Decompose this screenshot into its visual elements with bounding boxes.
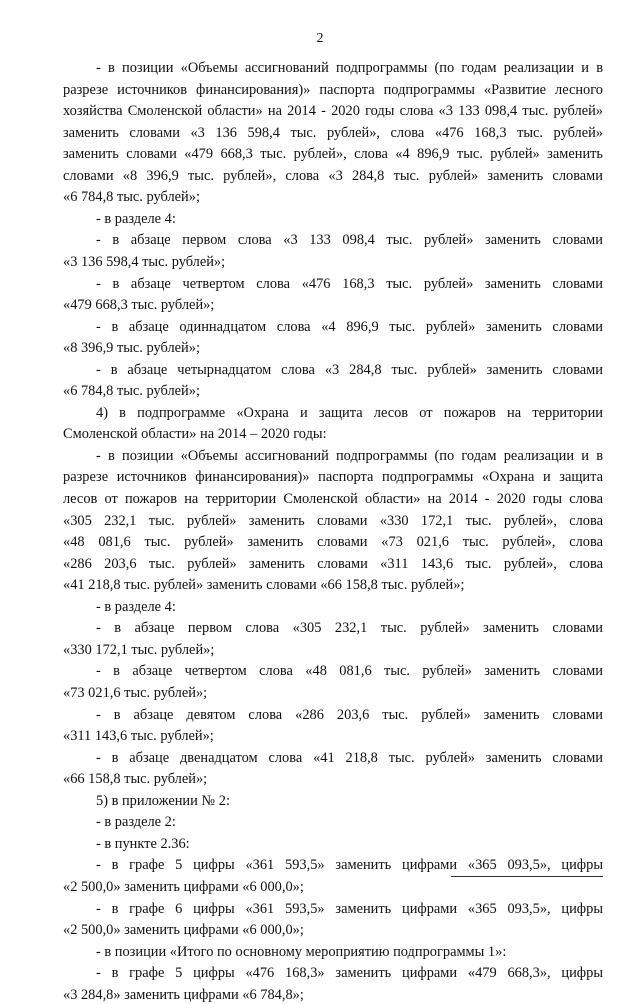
text-line: 4) в подпрограмме «Охрана и защита лесов от пожаров на территории (96, 404, 603, 421)
text-line: «66 158,8 тыс. рублей»; (63, 771, 208, 788)
text-line: - в графе 6 цифры «361 593,5» заменить цифрами «365 093,5», цифры (96, 900, 603, 917)
text-line: «479 668,3 тыс. рублей»; (63, 297, 215, 314)
text-line: «8 396,9 тыс. рублей»; (63, 340, 200, 357)
text-line: «41 218,8 тыс. рублей» заменить словами «66 158,8 тыс. рублей»; (63, 577, 465, 594)
text-line: «2 500,0» заменить цифрами «6 000,0»; (63, 922, 304, 938)
text-line: «6 784,8 тыс. рублей»; (63, 189, 200, 206)
text-line: «3 136 598,4 тыс. рублей»; (63, 254, 226, 270)
text-line: - в позиции «Объемы ассигнований подпрограммы (по годам реализации и в (96, 447, 603, 464)
text-line: - в разделе 4: (96, 210, 176, 227)
text-line: - в абзаце первом слова «305 232,1 тыс. рублей» заменить словами (96, 620, 603, 637)
text-line: - в абзаце четвертом слова «48 081,6 тыс. рублей» заменить словами (96, 663, 603, 680)
text-line: разрезе источников финансирования)» паспорта подпрограммы «Охрана и защита (63, 469, 603, 486)
text-line: заменить словами «479 668,3 тыс. рублей», слова «4 896,9 тыс. рублей» заменить (63, 146, 603, 163)
text-line: «3 284,8» заменить цифрами «6 784,8»; (63, 986, 304, 1003)
page-number: 2 (316, 31, 324, 46)
text-line: - в графе 5 цифры «476 168,3» заменить цифрами «479 668,3», цифры (96, 965, 603, 982)
text-line: - в разделе 4: (96, 598, 176, 615)
text-line: заменить словами «3 136 598,4 тыс. рублей», слова «476 168,3 тыс. рублей» (63, 124, 603, 141)
text-line: - в позиции «Итого по основному мероприятию подпрограммы 1»: (96, 943, 507, 960)
text-line: «2 500,0» заменить цифрами «6 000,0»; (63, 878, 304, 895)
text-line: - в графе 5 цифры «361 593,5» заменить цифрами «365 093,5», цифры (96, 857, 603, 874)
text-line: - в абзаце одиннадцатом слова «4 896,9 тыс. рублей» заменить словами (96, 318, 603, 335)
text-line: - в абзаце первом слова «3 133 098,4 тыс. рублей» заменить словами (96, 232, 603, 249)
text-line: - в разделе 2: (96, 814, 176, 831)
text-line: «6 784,8 тыс. рублей»; (63, 383, 200, 400)
text-line: лесов от пожаров на территории Смоленской области» на 2014 - 2020 годы слова (63, 491, 603, 507)
text-line: словами «8 396,9 тыс. рублей», слова «3 284,8 тыс. рублей» заменить словами (63, 167, 603, 184)
text-line: разрезе источников финансирования)» паспорта подпрограммы «Развитие лесного (63, 81, 603, 98)
text-line: «48 081,6 тыс. рублей» заменить словами «73 021,6 тыс. рублей», слова (63, 534, 603, 551)
text-line: 5) в приложении № 2: (96, 792, 230, 809)
text-line: хозяйства Смоленской области» на 2014 - 2020 годы слова «3 133 098,4 тыс. рублей» (63, 103, 603, 120)
text-line: - в абзаце четвертом слова «476 168,3 тыс. рублей» заменить словами (96, 275, 603, 292)
text-line: - в абзаце девятом слова «286 203,6 тыс. рублей» заменить словами (96, 706, 603, 723)
text-line: - в позиции «Объемы ассигнований подпрограммы (по годам реализации и в (96, 60, 603, 76)
text-line: «286 203,6 тыс. рублей» заменить словами «311 143,6 тыс. рублей», слова (63, 555, 603, 572)
footer-rule (451, 876, 603, 877)
text-line: «311 143,6 тыс. рублей»; (63, 728, 214, 745)
text-line: Смоленской области» на 2014 – 2020 годы: (63, 426, 327, 443)
text-line: - в абзаце четырнадцатом слова «3 284,8 тыс. рублей» заменить словами (96, 361, 603, 378)
text-line: - в абзаце двенадцатом слова «41 218,8 тыс. рублей» заменить словами (96, 749, 603, 766)
text-line: - в пункте 2.36: (96, 835, 190, 852)
text-line: «305 232,1 тыс. рублей» заменить словами «330 172,1 тыс. рублей», слова (63, 512, 603, 529)
text-line: «73 021,6 тыс. рублей»; (63, 685, 208, 701)
text-line: «330 172,1 тыс. рублей»; (63, 641, 215, 658)
